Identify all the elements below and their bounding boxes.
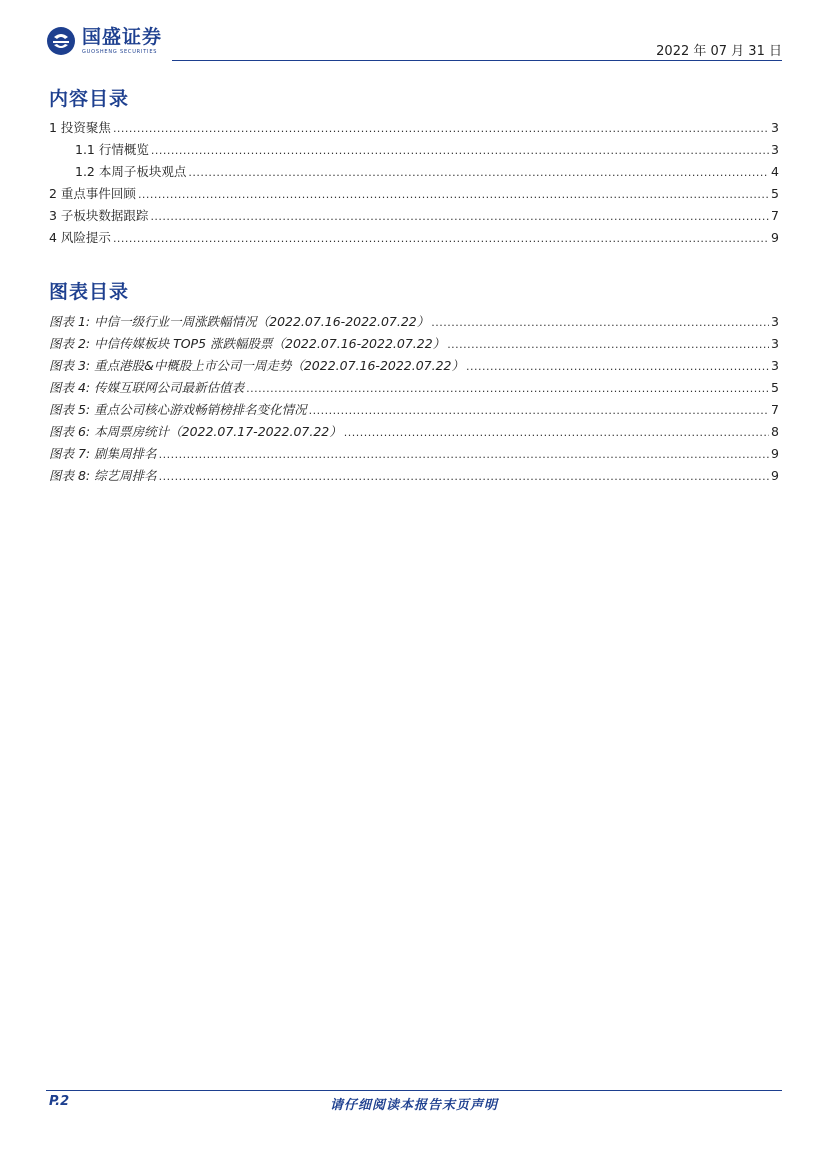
figure-entry-label: 图表 1: 中信一级行业一周涨跌幅情况（2022.07.16-2022.07.22） [49, 314, 430, 329]
figure-entry-page: 8 [771, 424, 779, 439]
figure-entry-label: 图表 2: 中信传媒板块 TOP5 涨跌幅股票（2022.07.16-2022.07.22） [49, 336, 446, 351]
dot-leader [188, 166, 769, 179]
figure-entry[interactable] [49, 422, 779, 444]
figure-entry-label: 图表 7: 剧集周排名 [49, 446, 157, 461]
logo-chinese-text: 国盛证券 [82, 25, 163, 48]
footer-disclaimer: 请仔细阅读本报告末页声明 [330, 1098, 499, 1113]
toc-entry[interactable] [49, 206, 779, 228]
dot-leader [431, 316, 769, 329]
toc-entry-page: 3 [771, 142, 779, 157]
figures-list [49, 312, 779, 488]
dot-leader [159, 448, 769, 461]
figure-entry-label: 图表 6: 本周票房统计（2022.07.17-2022.07.22） [49, 424, 342, 439]
toc-entry-label: 4 风险提示 [49, 230, 111, 245]
guosheng-logo-icon [46, 26, 76, 56]
toc-entry[interactable] [49, 228, 779, 250]
dot-leader [151, 144, 769, 157]
dot-leader [309, 404, 769, 417]
figure-entry[interactable] [49, 400, 779, 422]
toc-entry-page: 7 [771, 208, 779, 223]
figure-entry-page: 7 [771, 402, 779, 417]
toc-entry-page: 9 [771, 230, 779, 245]
contents-title: 内容目录 [49, 88, 130, 110]
figure-entry-label: 图表 5: 重点公司核心游戏畅销榜排名变化情况 [49, 402, 307, 417]
report-date: 2022 年 07 月 31 日 [656, 44, 782, 59]
dot-leader [447, 338, 769, 351]
toc-entry-page: 5 [771, 186, 779, 201]
dot-leader [150, 210, 769, 223]
company-logo [46, 26, 162, 56]
figure-entry[interactable] [49, 356, 779, 378]
figure-entry[interactable] [49, 334, 779, 356]
figure-entry-label: 图表 3: 重点港股&中概股上市公司一周走势（2022.07.16-2022.07.22） [49, 358, 465, 373]
figure-entry-page: 3 [771, 358, 779, 373]
figure-entry-label: 图表 8: 综艺周排名 [49, 468, 157, 483]
toc-entry-label: 3 子板块数据跟踪 [49, 208, 149, 223]
toc-entry[interactable] [49, 162, 779, 184]
figure-entry-page: 9 [771, 468, 779, 483]
figure-entry[interactable] [49, 466, 779, 488]
dot-leader [159, 470, 769, 483]
toc-entry-page: 3 [771, 120, 779, 135]
dot-leader [344, 426, 769, 439]
dot-leader [113, 232, 769, 245]
footer-divider [46, 1090, 782, 1091]
toc-entry-page: 4 [771, 164, 779, 179]
page-number: P.2 [49, 1094, 70, 1109]
dot-leader [466, 360, 769, 373]
figure-entry[interactable] [49, 312, 779, 334]
toc-entry[interactable] [49, 140, 779, 162]
toc-entry-label: 2 重点事件回顾 [49, 186, 136, 201]
figure-entry[interactable] [49, 378, 779, 400]
toc-entry-label: 1 投资聚焦 [49, 120, 111, 135]
toc-entry[interactable] [49, 184, 779, 206]
figure-entry-page: 3 [771, 314, 779, 329]
toc-entry-label: 1.1 行情概览 [75, 142, 149, 157]
figure-entry[interactable] [49, 444, 779, 466]
figures-title: 图表目录 [49, 281, 130, 303]
toc-entry-label: 1.2 本周子板块观点 [75, 164, 187, 179]
figure-entry-label: 图表 4: 传媒互联网公司最新估值表 [49, 380, 245, 395]
page-header [46, 22, 782, 62]
dot-leader [138, 188, 769, 201]
figure-entry-page: 5 [771, 380, 779, 395]
header-divider [172, 60, 782, 61]
figure-entry-page: 9 [771, 446, 779, 461]
dot-leader [113, 122, 769, 135]
dot-leader [246, 382, 769, 395]
logo-english-text: GUOSHENG SECURITIES [82, 48, 158, 55]
contents-list [49, 118, 779, 250]
toc-entry[interactable] [49, 118, 779, 140]
figure-entry-page: 3 [771, 336, 779, 351]
